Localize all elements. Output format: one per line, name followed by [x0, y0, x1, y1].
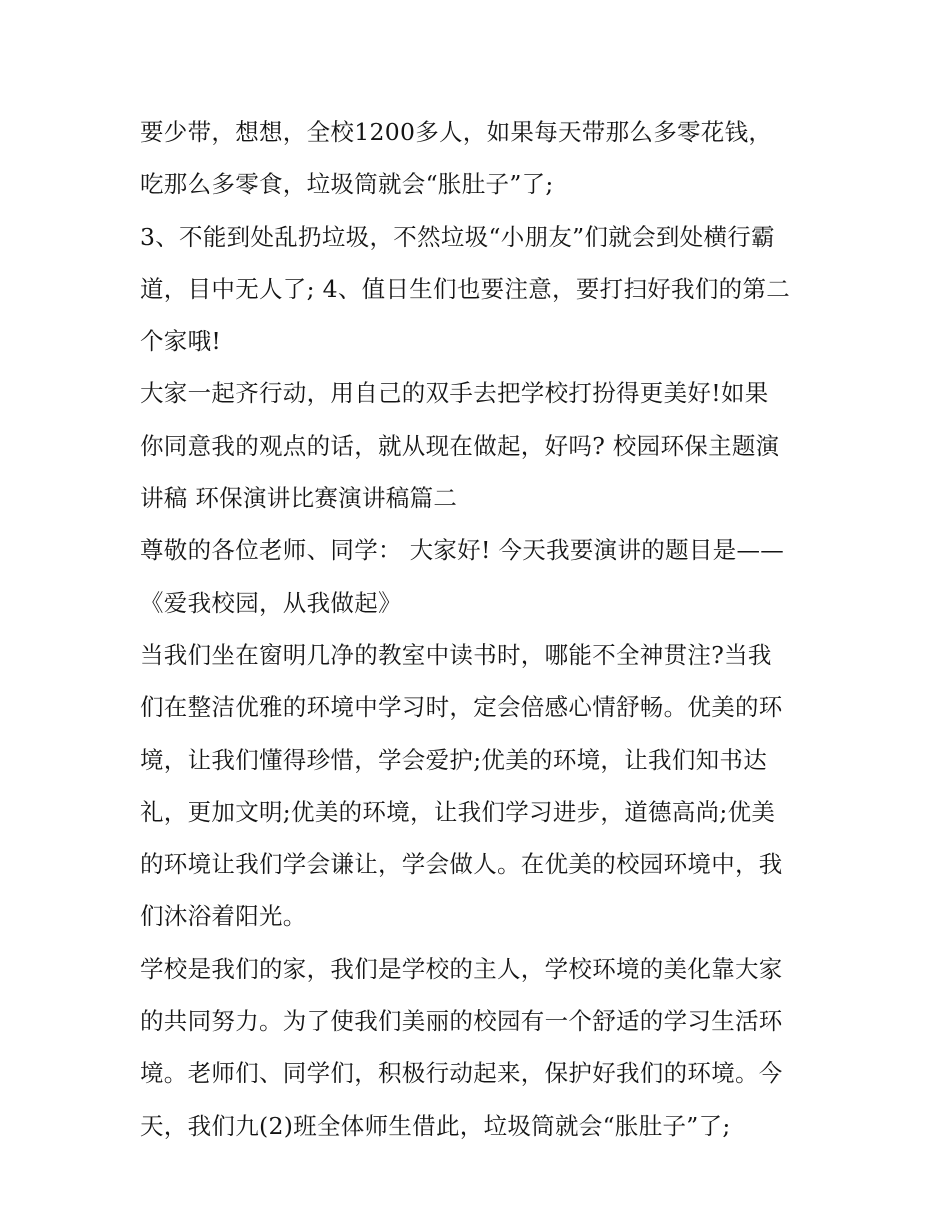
text-line: 3、不能到处乱扔垃圾，不然垃圾“小朋友”们就会到处横行霸 — [140, 222, 775, 251]
text-line: 大家一起齐行动，用自己的双手去把学校打扮得更美好!如果 — [140, 379, 769, 408]
text-line: 吃那么多零食，垃圾筒就会“胀肚子”了; — [140, 170, 554, 199]
text-line: 的共同努力。为了使我们美丽的校园有一个舒适的学习生活环 — [140, 1007, 783, 1036]
text-line: 个家哦! — [140, 327, 222, 356]
text-line: 你同意我的观点的话，就从现在做起，好吗? 校园环保主题演 — [140, 431, 780, 460]
text-line: 道，目中无人了; 4、值日生们也要注意，要打扫好我们的第二 — [140, 274, 791, 303]
text-line: 《爱我校园，从我做起》 — [140, 588, 402, 617]
text-line: 天，我们九(2)班全体师生借此，垃圾筒就会“胀肚子”了; — [140, 1111, 731, 1140]
text-line: 礼，更加文明;优美的环境，让我们学习进步，道德高尚;优美 — [140, 797, 776, 826]
text-line: 尊敬的各位老师、同学： 大家好! 今天我要演讲的题目是—— — [140, 536, 785, 565]
text-line: 境。老师们、同学们，积极行动起来，保护好我们的环境。今 — [140, 1059, 783, 1088]
text-line: 境，让我们懂得珍惜，学会爱护;优美的环境，让我们知书达 — [140, 745, 768, 774]
text-line: 的环境让我们学会谦让，学会做人。在优美的校园环境中，我 — [140, 850, 783, 879]
text-line: 们沐浴着阳光。 — [140, 902, 307, 931]
document-body — [140, 106, 820, 1152]
text-line: 们在整洁优雅的环境中学习时，定会倍感心情舒畅。优美的环 — [140, 693, 783, 722]
text-line: 当我们坐在窗明几净的教室中读书时，哪能不全神贯注?当我 — [140, 640, 772, 669]
text-line: 讲稿 环保演讲比赛演讲稿篇二 — [140, 484, 458, 513]
text-line: 学校是我们的家，我们是学校的主人，学校环境的美化靠大家 — [140, 954, 783, 983]
text-line: 要少带，想想，全校1200多人，如果每天带那么多零花钱， — [140, 118, 773, 146]
